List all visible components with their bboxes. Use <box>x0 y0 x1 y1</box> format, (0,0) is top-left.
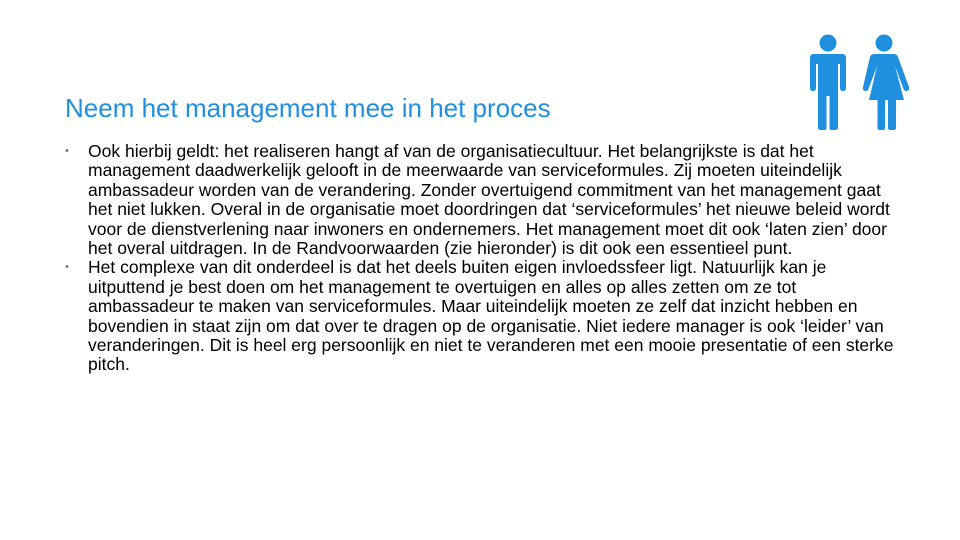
bullet-item <box>65 142 900 258</box>
bullet-item <box>65 258 900 374</box>
bullet-text: Ook hierbij geldt: het realiseren hangt af van de organisatiecultuur. Het belangrijkste is dat het management daadwerkelijk gelooft in de meerwaarde van serviceformules. Zij moeten uiteindelijk ambassadeur worden van de verandering. Zonder overtuigend commitment van het management gaat het niet lukken. Overal in de organisatie moet doordringen dat ‘serviceformules’ het nieuwe beleid wordt voor de dienstverlening naar inwoners en ondernemers. Het management moet dit ook ‘laten zien’ door het overal uitdragen. In de Randvoorwaarden (zie hieronder) is dit ook een essentieel punt. <box>88 141 890 259</box>
woman-icon <box>863 35 910 131</box>
slide-title: Neem het management mee in het proces <box>65 93 551 123</box>
bullet-list <box>65 142 900 375</box>
bullet-marker: • <box>65 145 69 157</box>
man-and-woman-icon <box>803 34 913 130</box>
bullet-marker: • <box>65 261 69 274</box>
man-icon <box>810 35 846 131</box>
bullet-text: Het complexe van dit onderdeel is dat het deels buiten eigen invloedssfeer ligt. Natuurlijk kan je uitputtend je best doen om het management te overtuigen en alles op alles zetten om ze tot ambassadeur te maken van serviceformules. Maar uiteindelijk moeten ze zelf dat inzicht hebben en bovendien in staat zijn om dat over te dragen op de organisatie. Niet iedere manager is ook ‘leider’ van veranderingen. Dit is heel erg persoonlijk en niet te veranderen met een mooie presentatie of een sterke pitch. <box>88 257 894 375</box>
